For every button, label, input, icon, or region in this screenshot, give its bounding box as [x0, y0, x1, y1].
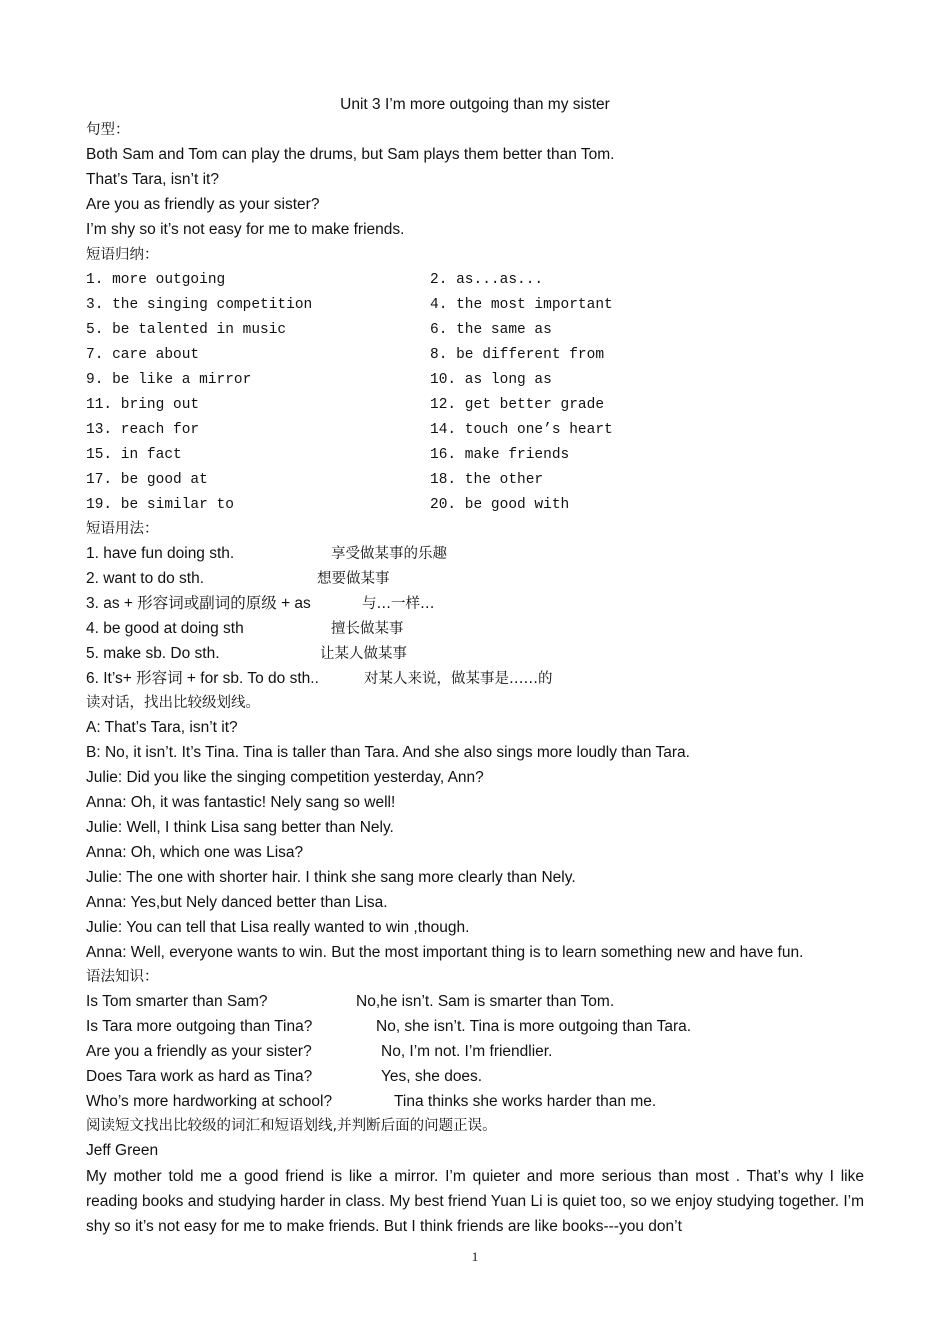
phrase-item: 10. as long as [430, 372, 552, 388]
phrase-row [86, 270, 225, 290]
sentence-line: I’m shy so it’s not easy for me to make friends. [86, 221, 405, 238]
dialog-line: Julie: Well, I think Lisa sang better than Nely. [86, 819, 394, 836]
usage-en: 2. want to do sth. [86, 570, 205, 587]
phrase-item: 14. touch one’s heart [430, 422, 613, 438]
dialog-line: Julie: Did you like the singing competition yesterday, Ann? [86, 769, 484, 786]
usage-en: 1. have fun doing sth. [86, 545, 235, 562]
usage-zh: 对某人来说，做某事是……的 [364, 671, 553, 687]
phrase-row [430, 470, 543, 490]
phrase-row [430, 495, 569, 515]
grammar-answer: No,he isn’t. Sam is smarter than Tom. [356, 993, 615, 1010]
phrase-row [86, 470, 208, 490]
dialog-line: Anna: Oh, which one was Lisa? [86, 844, 304, 861]
page-title: Unit 3 I’m more outgoing than my sister [340, 96, 610, 113]
phrase-item: 3. the singing competition [86, 297, 313, 313]
section-heading-reading: 阅读短文找出比较级的词汇和短语划线,并判断后面的问题正误。 [86, 1118, 497, 1134]
phrase-row [430, 270, 543, 290]
phrase-row [430, 320, 552, 340]
dialog-line: Anna: Yes,but Nely danced better than Lisa. [86, 894, 388, 911]
phrase-item: 17. be good at [86, 472, 208, 488]
phrase-item: 18. the other [430, 472, 544, 488]
phrase-row [86, 370, 251, 390]
grammar-question: Is Tom smarter than Sam? [86, 993, 268, 1010]
phrase-row [86, 345, 199, 365]
dialog-line: B: No, it isn’t. It’s Tina. Tina is taller than Tara. And she also sings more loudly than Tara. [86, 744, 690, 761]
phrase-row [430, 295, 613, 315]
phrase-row [86, 420, 199, 440]
phrase-item: 2. as...as... [430, 272, 544, 288]
phrase-item: 5. be talented in music [86, 322, 287, 338]
phrase-row [430, 345, 604, 365]
grammar-question: Are you a friendly as your sister? [86, 1043, 312, 1060]
dialog-line: Julie: You can tell that Lisa really wanted to win ,though. [86, 919, 470, 936]
phrase-item: 13. reach for [86, 422, 200, 438]
grammar-question: Does Tara work as hard as Tina? [86, 1068, 313, 1085]
section-heading-grammar: 语法知识： [86, 969, 159, 985]
phrase-item: 4. the most important [430, 297, 613, 313]
usage-zh: 与…一样… [362, 596, 435, 612]
dialog-line: Julie: The one with shorter hair. I think she sang more clearly than Nely. [86, 869, 576, 886]
phrase-row [430, 445, 569, 465]
page-number: 1 [471, 1249, 479, 1264]
section-heading-phrases: 短语归纳： [86, 247, 159, 263]
usage-zh: 擅长做某事 [331, 621, 404, 637]
reading-author: Jeff Green [86, 1142, 159, 1159]
sentence-line: Both Sam and Tom can play the drums, but Sam plays them better than Tom. [86, 146, 615, 163]
section-heading-dialog: 读对话，找出比较级划线。 [86, 695, 260, 711]
dialog-line: A: That’s Tara, isn’t it? [86, 719, 238, 736]
phrase-item: 8. be different from [430, 347, 605, 363]
phrase-row [86, 295, 312, 315]
section-heading-sentences: 句型： [86, 122, 130, 138]
phrase-item: 7. care about [86, 347, 200, 363]
phrase-item: 19. be similar to [86, 497, 234, 513]
sentence-line: That’s Tara, isn’t it? [86, 171, 219, 188]
phrase-item: 9. be like a mirror [86, 372, 252, 388]
usage-en: 6. It’s+ 形容词 + for sb. To do sth.. [86, 670, 319, 687]
usage-zh: 让某人做某事 [320, 646, 407, 662]
section-heading-usage: 短语用法： [86, 521, 159, 537]
grammar-question: Is Tara more outgoing than Tina? [86, 1018, 313, 1035]
usage-en: 3. as + 形容词或副词的原级 + as [86, 595, 311, 612]
usage-en: 4. be good at doing sth [86, 620, 244, 637]
grammar-question: Who’s more hardworking at school? [86, 1093, 333, 1110]
grammar-answer: Yes, she does. [381, 1068, 483, 1085]
grammar-answer: Tina thinks she works harder than me. [394, 1093, 657, 1110]
phrase-row [430, 370, 552, 390]
phrase-item: 12. get better grade [430, 397, 605, 413]
usage-en: 5. make sb. Do sth. [86, 645, 220, 662]
phrase-row [86, 445, 182, 465]
sentence-line: Are you as friendly as your sister? [86, 196, 320, 213]
phrase-row [430, 420, 613, 440]
phrase-row [86, 320, 286, 340]
dialog-line: Anna: Oh, it was fantastic! Nely sang so well! [86, 794, 396, 811]
phrase-row [430, 395, 604, 415]
dialog-line: Anna: Well, everyone wants to win. But the most important thing is to learn something new and have fun. [86, 944, 804, 961]
phrase-item: 6. the same as [430, 322, 552, 338]
phrase-item: 16. make friends [430, 447, 570, 463]
phrase-item: 20. be good with [430, 497, 570, 513]
reading-paragraph: My mother told me a good friend is like a mirror. I’m quieter and more serious than most . That’s why I like reading books and studying harder in class. My best friend Yuan Li is quiet too, so we enjoy studying together. I’m shy so it’s not easy for me to make friends. But I think friends are like books---you don’t [86, 1168, 864, 1235]
phrase-item: 11. bring out [86, 397, 200, 413]
phrase-item: 15. in fact [86, 447, 182, 463]
grammar-answer: No, she isn’t. Tina is more outgoing than Tara. [376, 1018, 692, 1035]
usage-zh: 想要做某事 [317, 571, 390, 587]
usage-zh: 享受做某事的乐趣 [331, 546, 447, 562]
phrase-row [86, 495, 234, 515]
grammar-answer: No, I’m not. I’m friendlier. [381, 1043, 553, 1060]
phrase-row [86, 395, 199, 415]
phrase-item: 1. more outgoing [86, 272, 226, 288]
